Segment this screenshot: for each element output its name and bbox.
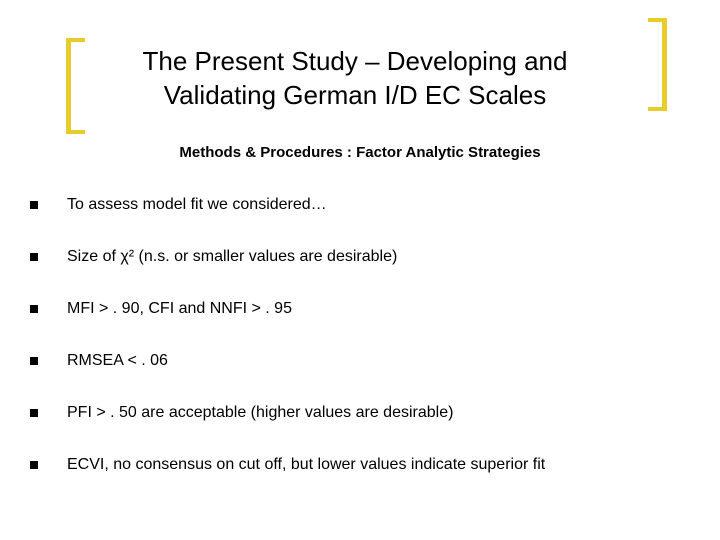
square-bullet-icon (30, 305, 38, 313)
left-bracket-decoration (66, 38, 85, 134)
square-bullet-icon (30, 253, 38, 261)
bullet-text: To assess model fit we considered… (67, 196, 327, 213)
bullet-text: ECVI, no consensus on cut off, but lower values indicate superior fit (67, 456, 546, 473)
slide-title (100, 44, 610, 112)
bullet-text: Size of χ² (n.s. or smaller values are desirable) (67, 248, 398, 265)
slide-subtitle-text: Methods & Procedures : Factor Analytic Strategies (179, 144, 541, 161)
bullet-text: RMSEA < . 06 (67, 352, 168, 369)
square-bullet-icon (30, 201, 38, 209)
right-bracket-decoration (648, 18, 667, 111)
square-bullet-icon (30, 461, 38, 469)
square-bullet-icon (30, 357, 38, 365)
bullet-text: MFI > . 90, CFI and NNFI > . 95 (67, 300, 292, 317)
square-bullet-icon (30, 409, 38, 417)
bullet-text: PFI > . 50 are acceptable (higher values are desirable) (67, 404, 454, 421)
slide-subtitle (0, 143, 720, 163)
slide-title-line-2: Validating German I/D EC Scales (163, 80, 547, 110)
slide-title-line-1: The Present Study – Developing and (142, 46, 568, 76)
